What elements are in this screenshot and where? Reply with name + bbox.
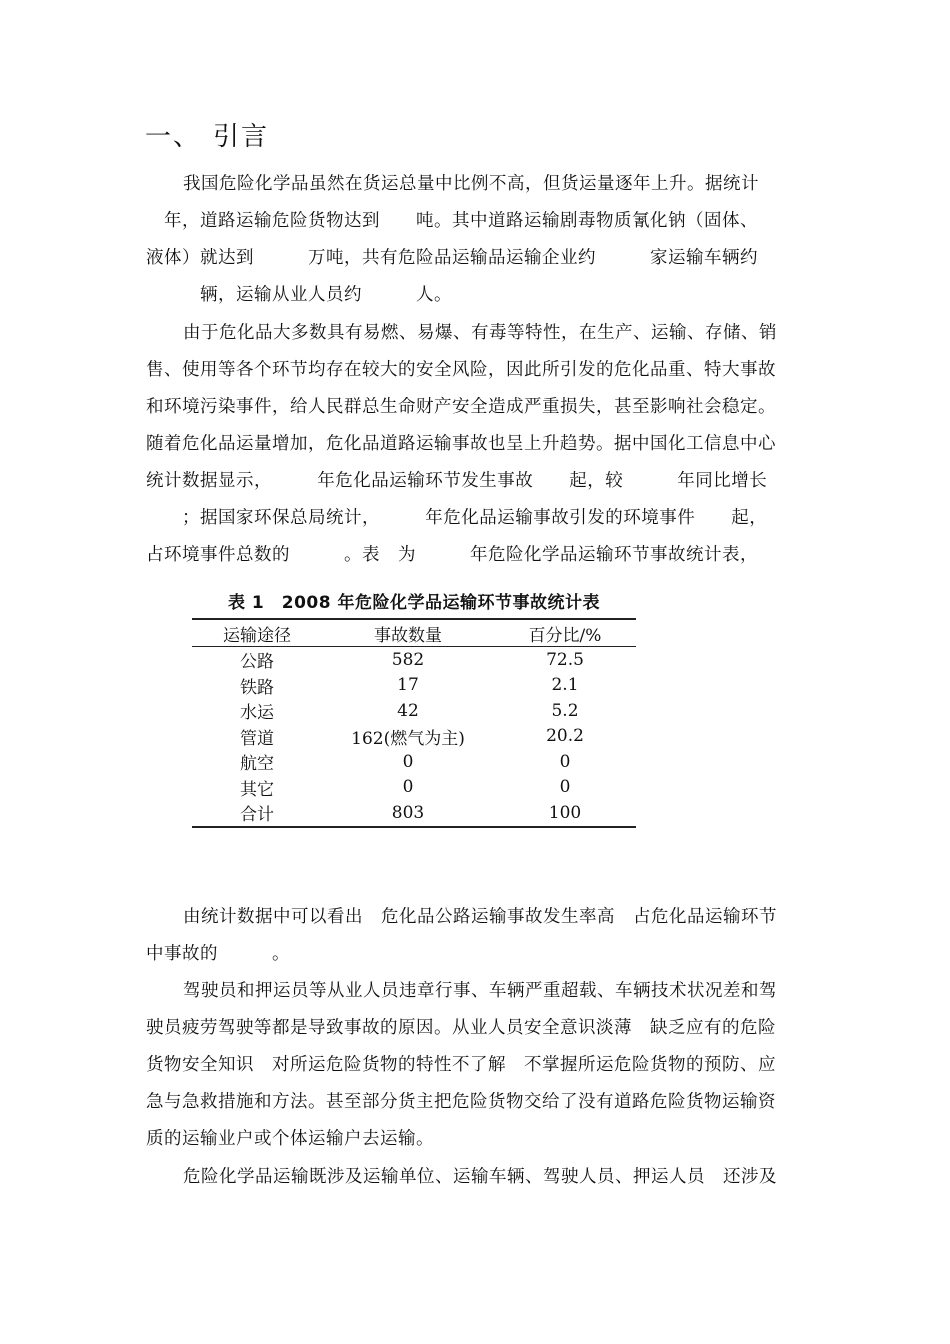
table-row	[192, 647, 636, 673]
section-heading	[145, 116, 269, 153]
paragraph-line: ；据国家环保总局统计， 年危化品运输事故引发的环境事件 起，	[146, 508, 768, 528]
table-row	[192, 724, 636, 750]
table-cell: 航空	[240, 754, 274, 775]
paragraph-line: 由统计数据中可以看出 危化品公路运输事故发生率高 占危化品运输环节	[183, 907, 777, 927]
paragraph-4	[146, 973, 810, 1158]
table-cell: 162(燃气为主)	[351, 728, 465, 749]
table-cell: 0	[402, 777, 414, 798]
table-cell: 公路	[240, 652, 274, 673]
table-row	[192, 775, 636, 801]
table-cell: 582	[391, 649, 425, 670]
table-cell: 2.1	[551, 675, 579, 696]
section-title: 引言	[213, 122, 270, 152]
paragraph-1	[146, 166, 810, 314]
table-cell: 管道	[240, 728, 274, 749]
paragraph-2	[146, 315, 810, 574]
table-row	[192, 749, 636, 775]
paragraph-line: 占环境事件总数的 。表 为 年危险化学品运输环节事故统计表，	[146, 545, 758, 565]
table-cell: 水运	[240, 703, 274, 724]
paragraph-line: 由于危化品大多数具有易燃、易爆、有毒等特性，在生产、运输、存储、销	[183, 323, 777, 343]
table-cell: 5.2	[551, 700, 579, 721]
table-cell: 0	[559, 751, 571, 772]
table-cell: 42	[397, 700, 419, 721]
table-cell: 0	[559, 777, 571, 798]
table-row	[192, 673, 636, 699]
table-cell: 其它	[240, 779, 274, 800]
table-caption: 表 1 2008 年危险化学品运输环节事故统计表	[228, 593, 600, 613]
paragraph-line: 随着危化品运量增加，危化品道路运输事故也呈上升趋势。据中国化工信息中心	[146, 434, 776, 454]
table-cell: 20.2	[546, 726, 584, 747]
section-number: 一、	[145, 122, 202, 152]
table-row	[192, 698, 636, 724]
paragraph-line: 辆，运输从业人员约 人。	[146, 285, 452, 305]
paragraph-line: 我国危险化学品虽然在货运总量中比例不高，但货运量逐年上升。据统计	[183, 174, 759, 194]
table-cell: 0	[402, 751, 414, 772]
table-cell: 17	[397, 675, 419, 696]
column-header: 事故数量	[374, 625, 442, 646]
table-cell: 100	[548, 802, 582, 823]
paragraph-line: 货物安全知识 对所运危险货物的特性不了解 不掌握所运危险货物的预防、应	[146, 1055, 776, 1075]
column-header: 运输途径	[223, 625, 291, 646]
column-header: 百分比/%	[528, 625, 602, 646]
table-cell: 803	[391, 802, 425, 823]
paragraph-line: 和环境污染事件，给人民群总生命财产安全造成严重损失，甚至影响社会稳定。	[146, 397, 776, 417]
paragraph-line: 液体）就达到 万吨，共有危险品运输品运输企业约 家运输车辆约	[146, 248, 758, 268]
paragraph-line: 驾驶员和押运员等从业人员违章行事、车辆严重超载、车辆技术状况差和驾	[183, 981, 777, 1001]
paragraph-5	[146, 1159, 810, 1196]
paragraph-line: 急与急救措施和方法。甚至部分货主把危险货物交给了没有道路危险货物运输资	[146, 1092, 776, 1112]
table-header-row	[192, 619, 636, 647]
table-cell: 72.5	[546, 649, 584, 670]
accident-statistics-table	[192, 588, 636, 828]
paragraph-3	[146, 899, 810, 973]
data-table	[192, 618, 636, 828]
table-cell: 合计	[240, 805, 274, 826]
paragraph-line: 质的运输业户或个体运输户去运输。	[146, 1129, 434, 1149]
paragraph-line: 年，道路运输危险货物达到 吨。其中道路运输剧毒物质氰化钠（固体、	[146, 211, 758, 231]
paragraph-line: 售、使用等各个环节均存在较大的安全风险，因此所引发的危化品重、特大事故	[146, 360, 776, 380]
table-row	[192, 800, 636, 827]
paragraph-line: 危险化学品运输既涉及运输单位、运输车辆、驾驶人员、押运人员 还涉及	[183, 1167, 777, 1187]
paragraph-line: 驶员疲劳驾驶等都是导致事故的原因。从业人员安全意识淡薄 缺乏应有的危险	[146, 1018, 776, 1038]
paragraph-line: 统计数据显示， 年危化品运输环节发生事故 起，较 年同比增长	[146, 471, 768, 491]
table-cell: 铁路	[240, 677, 274, 698]
paragraph-line: 中事故的 。	[146, 944, 290, 964]
